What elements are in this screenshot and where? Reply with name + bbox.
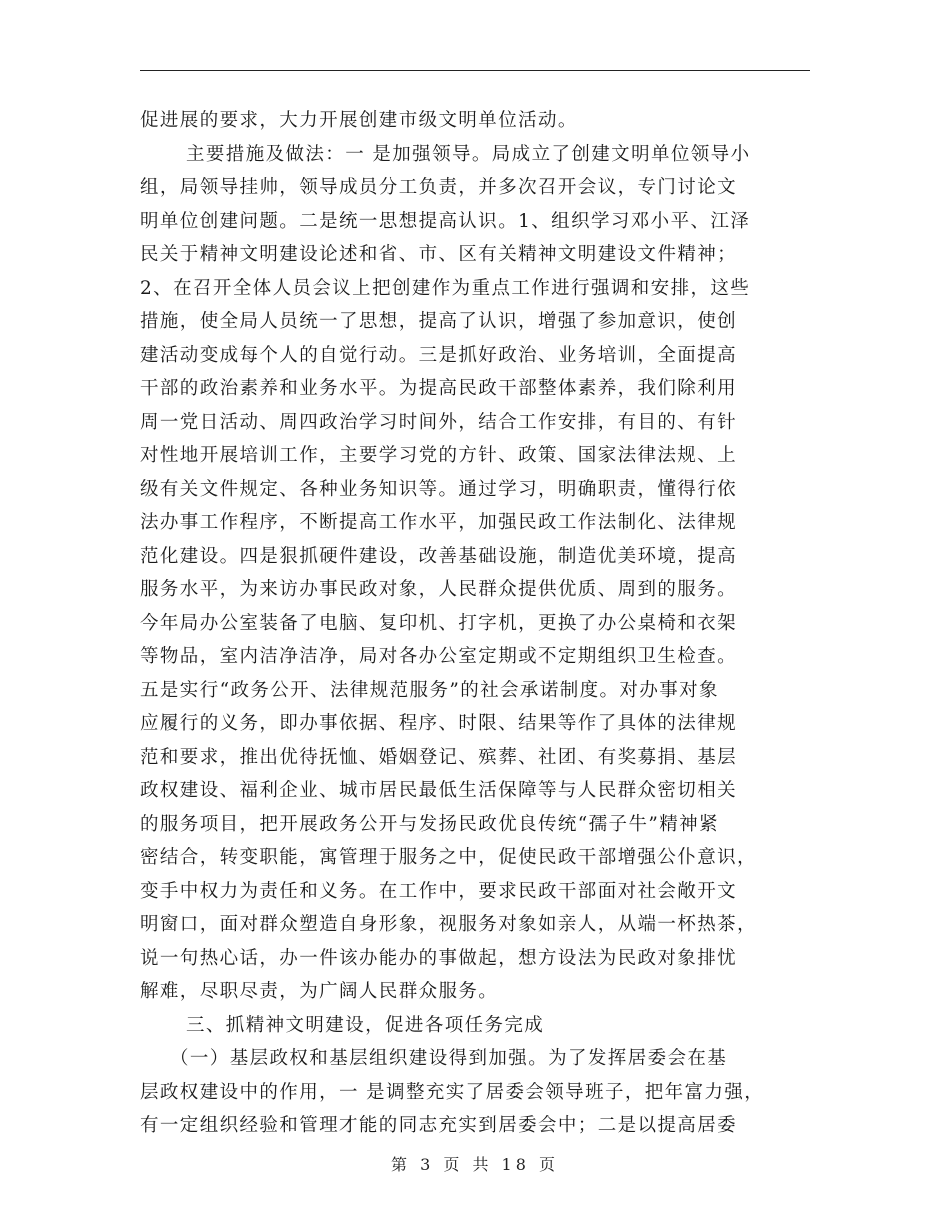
text-line: 变手中权力为责任和义务。在工作中，要求民政干部面对社会敞开文 bbox=[140, 880, 738, 902]
text-line: 促进展的要求，大力开展创建市级文明单位活动。 bbox=[140, 110, 578, 131]
text-line: 对性地开展培训工作，主要学习党的方针、政策、国家法律法规、上 bbox=[140, 445, 738, 466]
text-line: 说一句热心话，办一件该办能办的事做起，想方设法为民政对象排忧 bbox=[140, 947, 738, 969]
text-line: 应履行的义务，即办事依据、程序、时限、结果等作了具体的法律规 bbox=[140, 713, 738, 734]
text-line: 法办事工作程序，不断提高工作水平，加强民政工作法制化、法律规 bbox=[140, 512, 738, 533]
text-line: 周一党日活动、周四政治学习时间外，结合工作安排，有目的、有针 bbox=[140, 411, 738, 433]
text-line: 解难，尽职尽责，为广阔人民群众服务。 bbox=[140, 981, 499, 1002]
text-line: 五是实行“政务公开、法律规范服务”的社会承诺制度。对办事对象 bbox=[140, 679, 719, 701]
text-line: 的服务项目，把开展政务公开与发扬民政优良传统“孺子牛”精神紧 bbox=[140, 813, 719, 835]
text-line: 范和要求，推出优待抚恤、婚姻登记、殡葬、社团、有奖募捐、基层 bbox=[140, 746, 738, 768]
text-line: （一）基层政权和基层组织建设得到加强。为了发挥居委会在基 bbox=[170, 1048, 728, 1069]
text-line: 范化建设。四是狠抓硬件建设，改善基础设施，制造优美环境，提高 bbox=[140, 545, 738, 567]
section-heading: 三、抓精神文明建设，促进各项任务完成 bbox=[186, 1014, 545, 1036]
text-line: 主要措施及做法：一 是加强领导。局成立了创建文明单位领导小 bbox=[186, 143, 751, 165]
body-text bbox=[140, 104, 810, 1143]
text-line: 建活动变成每个人的自觉行动。三是抓好政治、业务培训，全面提高 bbox=[140, 344, 738, 366]
text-line: 等物品，室内洁净洁净，局对各办公室定期或不定期组织卫生检查。 bbox=[140, 646, 738, 667]
header-rule bbox=[140, 70, 810, 71]
text-line: 明窗口，面对群众塑造自身形象，视服务对象如亲人，从端一杯热茶， bbox=[140, 914, 757, 935]
text-line: 2、在召开全体人员会议上把创建作为重点工作进行强调和安排，这些 bbox=[140, 277, 751, 299]
text-line: 级有关文件规定、各种业务知识等。通过学习，明确职责，懂得行依 bbox=[140, 478, 738, 500]
text-line: 措施，使全局人员统一了思想，提高了认识，增强了参加意识，使创 bbox=[140, 311, 738, 332]
text-line: 层政权建设中的作用，一 是调整充实了居委会领导班子，把年富力强， bbox=[140, 1081, 765, 1103]
text-line: 明单位创建问题。二是统一思想提高认识。1、组织学习邓小平、江泽 bbox=[140, 210, 751, 232]
text-line: 干部的政治素养和业务水平。为提高民政干部整体素养，我们除利用 bbox=[140, 378, 738, 399]
text-line: 服务水平，为来访办事民政对象，人民群众提供优质、周到的服务。 bbox=[140, 579, 738, 600]
text-line: 政权建设、福利企业、城市居民最低生活保障等与人民群众密切相关 bbox=[140, 780, 738, 801]
text-line: 组，局领导挂帅，领导成员分工负责，并多次召开会议，专门讨论文 bbox=[140, 177, 738, 198]
text-line: 今年局办公室装备了电脑、复印机、打字机，更换了办公桌椅和衣架 bbox=[140, 612, 738, 634]
text-line: 有一定组织经验和管理才能的同志充实到居委会中；二是以提高居委 bbox=[140, 1115, 738, 1136]
text-line: 密结合，转变职能，寓管理于服务之中，促使民政干部增强公仆意识， bbox=[140, 847, 757, 868]
text-line: 民关于精神文明建设论述和省、市、区有关精神文明建设文件精神； bbox=[140, 244, 738, 265]
page-footer: 第 3 页 共 18 页 bbox=[391, 1155, 559, 1174]
